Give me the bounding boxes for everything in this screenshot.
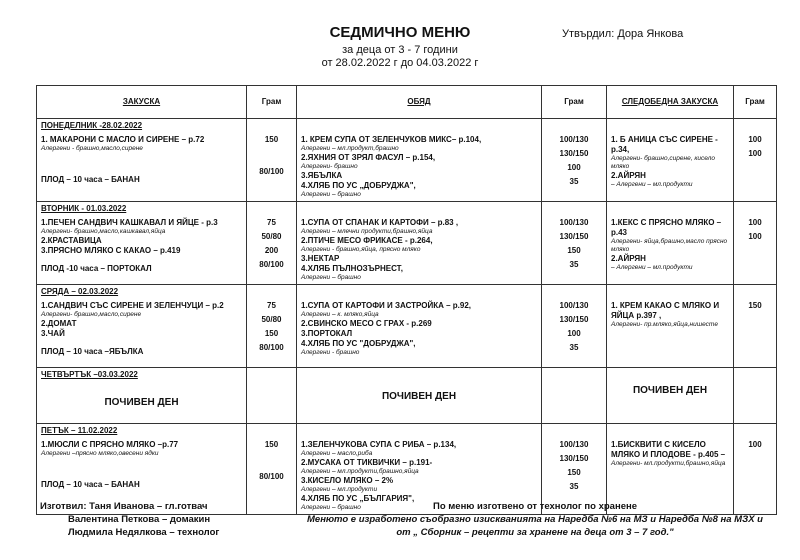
gram-value: 130/150 <box>559 149 589 158</box>
grams-cell <box>734 216 777 285</box>
dish-name: 2.ПТИЧЕ МЕСО ФРИКАСЕ - р.264, <box>301 236 433 245</box>
dish-name: 4.ХЛЯБ ПО УС "ДОБРУДЖА", <box>301 339 416 348</box>
spacer <box>41 256 242 264</box>
empty-cell <box>297 423 542 438</box>
dish-name: 2.АЙРЯН <box>611 171 646 180</box>
col-lunch: ОБЯД <box>297 86 542 119</box>
gram-value: 100 <box>748 135 762 144</box>
dish-name: 1.БИСКВИТИ С КИСЕЛО МЛЯКО И ПЛОДОВЕ - р.405 – <box>611 439 726 459</box>
gram-value: 35 <box>569 260 579 269</box>
gram-value: 100 <box>567 163 581 172</box>
meal-cell <box>607 133 734 202</box>
meal-cell <box>607 216 734 285</box>
allergens: Алергени- пр.мляко,яйца,нишесте <box>611 321 718 328</box>
allergens: Алергени –прясно мляко,овесени ядки <box>41 449 159 457</box>
gram-value: 100 <box>748 218 762 227</box>
gram-value: 100 <box>748 439 762 449</box>
gram-value: 75 <box>267 218 276 227</box>
allergens: Алергени – масло,риба <box>301 449 373 457</box>
col-gram-breakfast: Грам <box>247 86 297 119</box>
dish-name: 3.КИСЕЛО МЛЯКО – 2% <box>301 475 394 485</box>
fruit-grams: 80/100 <box>259 260 284 269</box>
gram-value: 100/130 <box>559 218 589 227</box>
dish-name: 1.СУПА ОТ СПАНАК И КАРТОФИ – р.83 , <box>301 218 459 227</box>
allergens: Алергени – брашно <box>301 503 361 511</box>
gram-value: 150 <box>264 439 279 449</box>
gram-value: 100/130 <box>559 135 589 144</box>
fruit-grams: 80/100 <box>259 343 284 352</box>
day-label: ПОНЕДЕЛНИК -28.02.2022 <box>37 119 247 134</box>
allergens: Алергени- яйца,брашно,масло прясно мляко <box>611 238 728 253</box>
fruit-grams: 80/100 <box>259 167 284 176</box>
day-label: ВТОРНИК - 01.03.2022 <box>37 202 247 217</box>
spacer <box>41 458 242 480</box>
dish-name: 1.КЕКС С ПРЯСНО МЛЯКО – р.43 <box>611 218 722 237</box>
grams-cell <box>734 133 777 202</box>
footer-notes <box>280 500 790 539</box>
dish-name: 1. КРЕМ КАКАО С МЛЯКО И ЯЙЦА р.397 , <box>611 301 720 320</box>
empty-cell <box>247 367 297 423</box>
grams-cell <box>247 299 297 367</box>
day-label-row <box>37 423 777 438</box>
dish-name: 1. Б АНИЦА СЪС СИРЕНЕ - р.34, <box>611 135 718 154</box>
gram-value: 35 <box>569 481 579 491</box>
page-title: СЕДМИЧНО МЕНЮ <box>329 24 471 41</box>
gram-value: 35 <box>569 343 579 352</box>
dish-name: 1.МЮСЛИ С ПРЯСНО МЛЯКО –р.77 <box>41 439 179 449</box>
meal-cell <box>297 299 542 367</box>
allergens: Алергени – брашно <box>301 274 361 281</box>
empty-cell <box>247 119 297 134</box>
grams-cell <box>247 133 297 202</box>
day-label-row <box>37 119 777 134</box>
gram-value: 150 <box>567 467 581 477</box>
day-row <box>37 299 777 367</box>
empty-cell <box>607 202 734 217</box>
empty-cell <box>734 285 777 300</box>
footer-note-3: от „ Сборник – рецепти за хранене на деца от 3 – 7 год." <box>396 527 674 538</box>
col-gram-snack: Грам <box>734 86 777 119</box>
day-label: СРЯДА – 02.03.2022 <box>37 285 247 300</box>
dish-name: 2.ДОМАТ <box>41 319 77 328</box>
gram-value: 100 <box>748 232 762 241</box>
empty-cell <box>607 285 734 300</box>
gram-value: 150 <box>748 301 762 310</box>
gram-value: 35 <box>569 177 579 186</box>
meal-cell <box>37 216 247 285</box>
day-label-row <box>37 285 777 300</box>
dish-name: 3.ЧАЙ <box>41 329 65 338</box>
gram-value: 50/80 <box>261 315 282 324</box>
grams-cell <box>542 299 607 367</box>
grams-cell <box>542 216 607 285</box>
empty-cell <box>542 423 607 438</box>
day-label: ПЕТЪК – 11.02.2022 <box>37 423 247 438</box>
day-label-row <box>37 202 777 217</box>
page-subtitle-dates: от 28.02.2022 г до 04.03.2022 г <box>321 57 479 69</box>
fruit-item: ПЛОД – 10 часа –ЯБЪЛКА <box>41 347 144 356</box>
meal-cell <box>297 133 542 202</box>
rest-day: ПОЧИВЕН ДЕН <box>297 367 542 423</box>
gram-value: 130/150 <box>559 232 589 241</box>
empty-cell <box>607 119 734 134</box>
gram-value: 100 <box>748 149 762 158</box>
footer-note-2: Менюто е изработено съобразно изискванията на Наредба №6 на МЗ и Наредба №8 на МЗХ и <box>307 514 763 525</box>
dish-name: 1.ЗЕЛЕНЧУКОВА СУПА С РИБА – р.134, <box>301 439 457 449</box>
gram-value: 50/80 <box>261 232 282 241</box>
allergens: Алергени – брашно <box>301 191 361 198</box>
allergens: – Алергени – мл.продукти <box>611 181 693 188</box>
empty-cell <box>297 119 542 134</box>
empty-cell <box>734 367 777 423</box>
col-breakfast: ЗАКУСКА <box>37 86 247 119</box>
dish-name: 4.ХЛЯБ ПО УС „ДОБРУДЖА", <box>301 181 416 190</box>
gram-value: 150 <box>567 246 581 255</box>
grams-cell <box>734 299 777 367</box>
gram-value: 150 <box>264 135 279 144</box>
allergens: Алергени - брашно,масло,сирене <box>41 145 143 152</box>
allergens: Алергени – мл.продукти <box>301 485 378 493</box>
allergens: Алергени- брашно,масло,кашкавал,яйца <box>41 228 166 235</box>
dish-name: 3.ПРЯСНО МЛЯКО С КАКАО – р.419 <box>41 246 181 255</box>
gram-value: 100/130 <box>559 301 589 310</box>
approved-by: Утвърдил: Дора Янкова <box>562 28 684 40</box>
meal-cell <box>297 216 542 285</box>
footer-technologist: Людмила Недялкова – технолог <box>68 527 220 538</box>
day-row <box>37 133 777 202</box>
dish-name: 1.СУПА ОТ КАРТОФИ И ЗАСТРОЙКА – р.92, <box>301 301 472 310</box>
footer-cook: Валентина Петкова – домакин <box>68 514 211 525</box>
footer-note-1: По меню изготвено от технолог по хранене <box>432 501 638 512</box>
col-snack: СЛЕДОБЕДНА ЗАКУСКА <box>607 86 734 119</box>
meal-cell <box>37 299 247 367</box>
dish-name: 4.ХЛЯБ ПЪЛНОЗЪРНЕСТ, <box>301 264 403 273</box>
allergens: Алергени – млечни продукти,брашно,яйца <box>301 228 433 235</box>
dish-name: 1.САНДВИЧ СЪС СИРЕНЕ И ЗЕЛЕНЧУЦИ – р.2 <box>41 301 224 310</box>
dish-name: 2.ЯХНИЯ ОТ ЗРЯЛ ФАСУЛ – р.154, <box>301 153 436 162</box>
gram-value: 200 <box>264 246 279 255</box>
dish-name: 2.АЙРЯН <box>611 254 646 263</box>
allergens: Алергени – к. мляко,яйца <box>301 311 379 318</box>
header-row <box>37 86 777 119</box>
allergens: – Алергени – мл.продукти <box>611 264 693 271</box>
allergens: Алергени – мл.продукти,брашно,яйца <box>301 467 419 475</box>
fruit-item: ПЛОД -10 часа – ПОРТОКАЛ <box>41 264 152 273</box>
allergens: Алергени- брашно,сирене, кисело мляко <box>611 155 715 170</box>
empty-cell <box>607 423 734 438</box>
dish-name: 1.ПЕЧЕН САНДВИЧ КАШКАВАЛ И ЯЙЦЕ - р.3 <box>41 218 218 227</box>
thursday-row <box>37 367 777 423</box>
gram-value: 75 <box>267 301 276 310</box>
empty-cell <box>542 367 607 423</box>
allergens: Алергени- брашно <box>301 163 358 170</box>
dish-name: 3.ПОРТОКАЛ <box>301 329 353 338</box>
rest-day: ПОЧИВЕН ДЕН <box>607 367 734 423</box>
dish-name: 1. МАКАРОНИ С МАСЛО И СИРЕНЕ – р.72 <box>41 135 205 144</box>
dish-name: 2.КРАСТАВИЦА <box>41 236 102 245</box>
empty-cell <box>542 285 607 300</box>
fruit-item: ПЛОД – 10 часа – БАНАН <box>41 175 140 184</box>
meal-cell <box>607 299 734 367</box>
dish-name: 1. КРЕМ СУПА ОТ ЗЕЛЕНЧУКОВ МИКС– р.104, <box>301 135 482 144</box>
dish-name: 3.НЕКТАР <box>301 254 340 263</box>
fruit-grams: 80/100 <box>259 471 284 481</box>
dish-name: 2.СВИНСКО МЕСО С ГРАХ - р.269 <box>301 319 432 328</box>
empty-cell <box>734 423 777 438</box>
grams-cell <box>247 216 297 285</box>
spacer <box>41 153 242 175</box>
empty-cell <box>734 119 777 134</box>
allergens: Алергени- мл.продукти,брашно,яйца <box>611 459 726 467</box>
empty-cell <box>297 285 542 300</box>
allergens: Алергени – мл.продукт,брашно <box>301 145 399 152</box>
empty-cell <box>247 423 297 438</box>
page-subtitle-age: за деца от 3 - 7 години <box>342 44 458 56</box>
gram-value: 100/130 <box>559 439 589 449</box>
rest-day: ПОЧИВЕН ДЕН <box>104 396 179 408</box>
menu-table <box>36 85 777 515</box>
allergens: Алергени - брашно,яйца, прясно мляко <box>301 246 421 253</box>
grams-cell <box>542 133 607 202</box>
day-label: ЧЕТВЪРТЪК –03.03.2022 <box>41 369 138 379</box>
empty-cell <box>734 202 777 217</box>
allergens: Алергени - брашно <box>301 349 360 356</box>
footer-chef: Изготвил: Таня Иванова – гл.готвач <box>40 501 208 512</box>
allergens: Алергени- брашно,масло,сирене <box>41 311 142 318</box>
col-gram-lunch: Грам <box>542 86 607 119</box>
gram-value: 130/150 <box>559 315 589 324</box>
gram-value: 150 <box>264 329 279 338</box>
gram-value: 130/150 <box>559 453 589 463</box>
spacer <box>41 339 242 347</box>
day-row <box>37 216 777 285</box>
empty-cell <box>297 202 542 217</box>
empty-cell <box>247 202 297 217</box>
empty-cell <box>542 202 607 217</box>
gram-value: 100 <box>567 329 581 338</box>
footer-prepared-by <box>40 500 219 539</box>
empty-cell <box>542 119 607 134</box>
dish-name: 3.ЯБЪЛКА <box>301 171 343 180</box>
dish-name: 4.ХЛЯБ ПО УС „БЪЛГАРИЯ", <box>301 493 415 503</box>
fruit-item: ПЛОД – 10 часа – БАНАН <box>41 479 140 489</box>
dish-name: 2.МУСАКА ОТ ТИКВИЧКИ – р.191- <box>301 457 433 467</box>
meal-cell <box>37 133 247 202</box>
thursday-breakfast <box>37 367 247 423</box>
empty-cell <box>247 285 297 300</box>
